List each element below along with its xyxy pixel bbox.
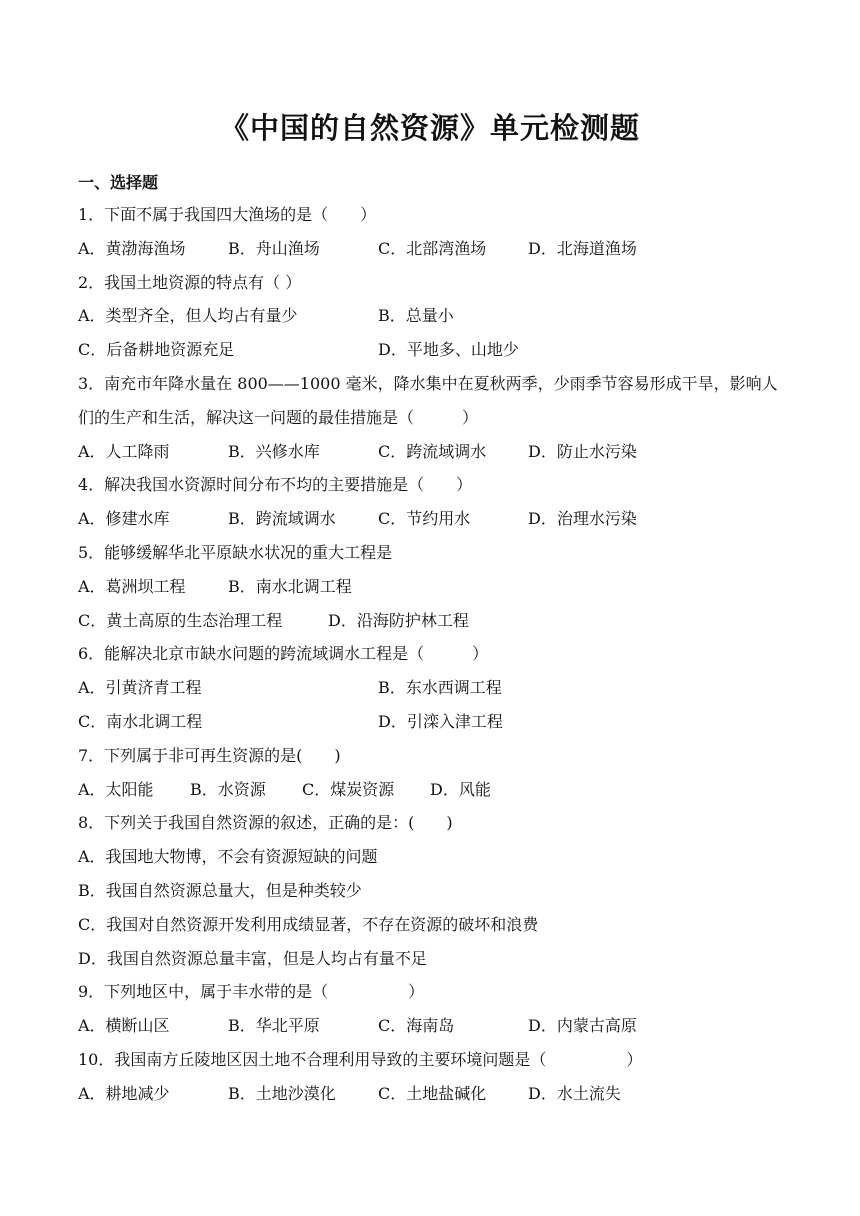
options-row [78,604,790,638]
option: D．平地多、山地少 [378,340,519,360]
option: C．黄土高原的生态治理工程 [78,610,283,630]
options-row [78,1009,790,1043]
option: D．北海道渔场 [528,238,637,258]
option: A．葛洲坝工程 [78,576,186,596]
option: D．风能 [430,779,491,799]
option: A．我国地大物博，不会有资源短缺的问题 [78,847,378,867]
options-row [78,232,790,266]
option: B．兴修水库 [228,441,320,461]
option: A．人工降雨 [78,441,170,461]
options-row [78,502,790,536]
question-5: 5．能够缓解华北平原缺水状况的重大工程是 [78,542,393,562]
option: D．我国自然资源总量丰富，但是人均占有量不足 [78,948,427,968]
option: C．北部湾渔场 [378,238,487,258]
option: D．沿海防护林工程 [328,610,469,630]
option: B．总量小 [378,306,454,326]
option: C．土地盐碱化 [378,1083,487,1103]
question-2: 2．我国土地资源的特点有（ ） [78,272,302,292]
option: D．治理水污染 [528,509,637,529]
option: A．横断山区 [78,1016,170,1036]
option: C．后备耕地资源充足 [78,340,235,360]
question-list [78,198,790,1111]
option: B．我国自然资源总量大，但是种类较少 [78,880,362,900]
options-row [78,435,790,469]
option: A．太阳能 [78,779,154,799]
option: A．类型齐全，但人均占有量少 [78,306,298,326]
option: B．南水北调工程 [228,576,352,596]
option: A．修建水库 [78,509,170,529]
options-row [78,333,790,367]
option: A．引黄济青工程 [78,678,202,698]
option: A．耕地减少 [78,1083,170,1103]
option: B．东水西调工程 [378,678,502,698]
options-row [78,705,790,739]
option: D．水土流失 [528,1083,621,1103]
option: B．舟山渔场 [228,238,320,258]
option: B．华北平原 [228,1016,320,1036]
question-1: 1．下面不属于我国四大渔场的是（ ） [78,205,377,224]
document-title: 《中国的自然资源》单元检测题 [219,111,640,145]
question-4: 4．解决我国水资源时间分布不均的主要措施是（ ） [78,475,473,495]
option: D．防止水污染 [528,441,637,461]
option: D．引滦入津工程 [378,711,503,731]
option: B．水资源 [190,779,266,799]
section-heading: 一、选择题 [78,173,159,192]
option: C．海南岛 [378,1016,455,1036]
options-row [78,671,790,705]
option: C．跨流域调水 [378,441,487,461]
question-9: 9．下列地区中，属于丰水带的是（ ） [78,982,425,1002]
options-row [78,1077,790,1111]
option: D．内蒙古高原 [528,1016,637,1036]
question-7: 7．下列属于非可再生资源的是( ) [78,745,341,765]
option: C．节约用水 [378,509,471,529]
options-row [78,773,790,807]
question-6: 6．能解决北京市缺水问题的跨流域调水工程是（ ） [78,644,489,664]
option: B．跨流域调水 [228,509,336,529]
option: A．黄渤海渔场 [78,238,186,258]
question-3: 3．南充市年降水量在 800——1000 毫米，降水集中在夏秋两季，少雨季节容易形成干旱，影响人们的生产和生活，解决这一问题的最佳措施是（ ） [78,373,778,427]
option: C．南水北调工程 [78,711,203,731]
question-8: 8．下列关于我国自然资源的叙述，正确的是：( ) [78,813,453,833]
option: B．土地沙漠化 [228,1083,336,1103]
options-row [78,299,790,333]
question-10: 10．我国南方丘陵地区因土地不合理利用导致的主要环境问题是（ ） [78,1049,643,1069]
option: C．煤炭资源 [302,779,395,799]
options-row [78,570,790,604]
option: C．我国对自然资源开发利用成绩显著，不存在资源的破坏和浪费 [78,914,539,934]
